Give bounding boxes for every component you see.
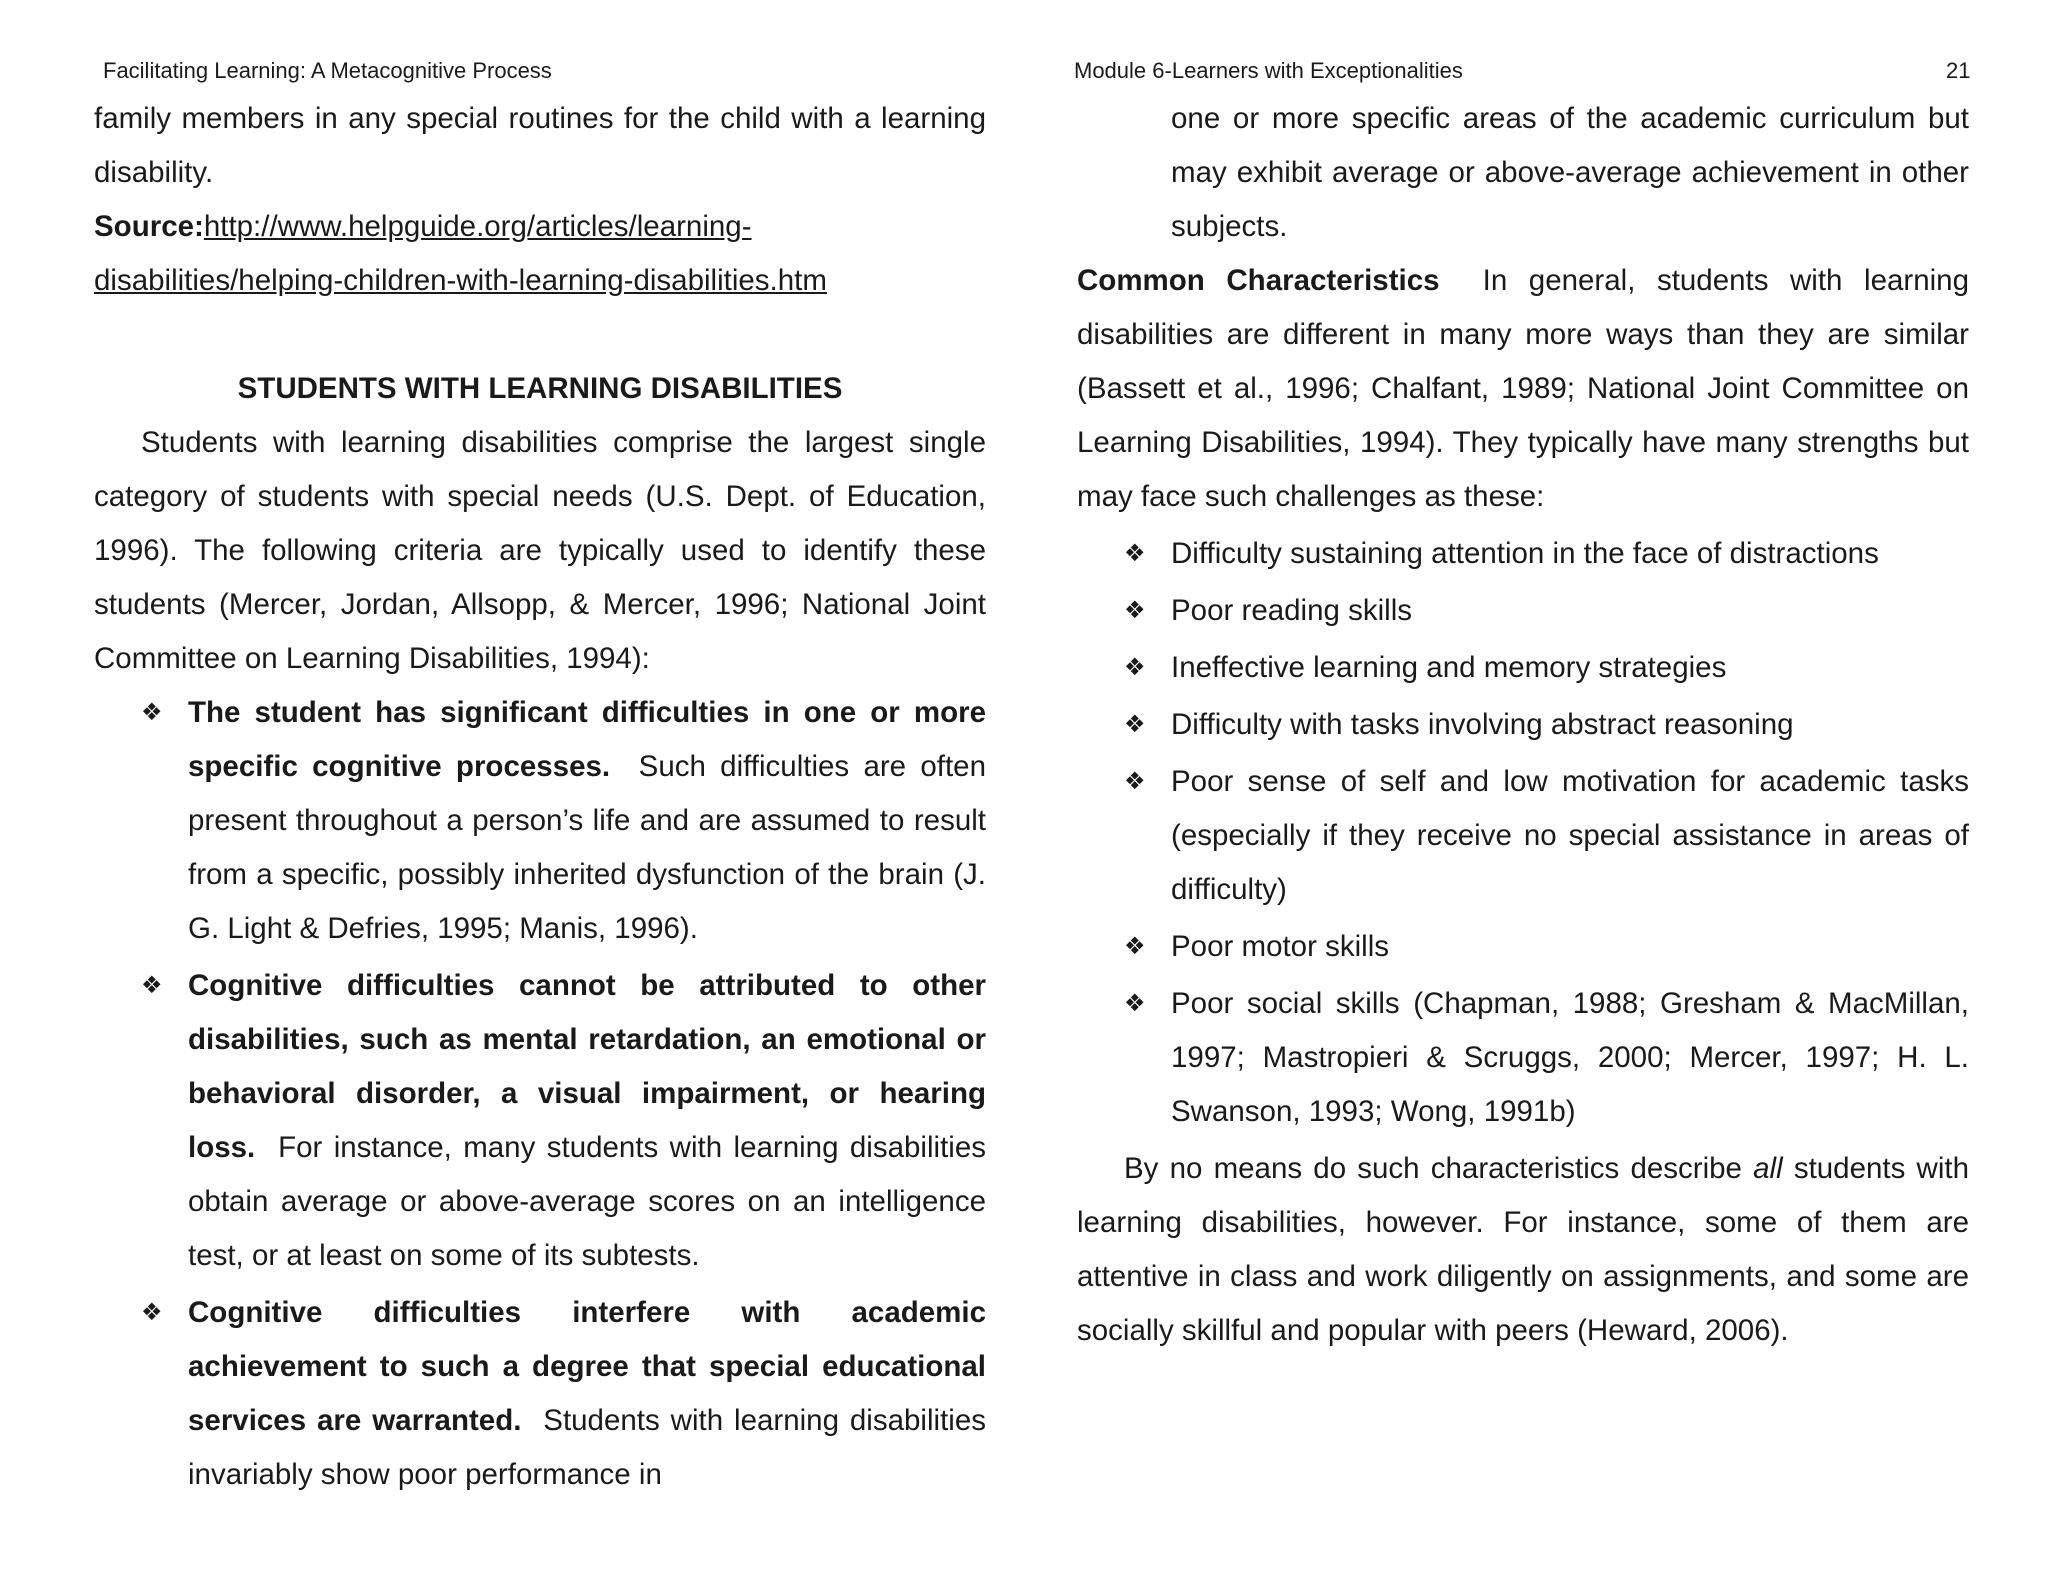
criterion-text: For instance, many students with learning disabilities obtain average or above-average scores on an intelligence test, or at least on some of its subtests. xyxy=(188,1131,986,1272)
criterion-text: Such difficulties are often present throughout a person’s life and are assumed to result from a specific, possibly inherited dysfunction of the brain (J. G. Light & Defries, 1995; Manis, 1996). xyxy=(188,750,986,945)
diamond-bullet-icon: ❖ xyxy=(141,699,163,726)
criterion-item xyxy=(94,959,986,1283)
common-characteristics-label: Common Characteristics xyxy=(1077,264,1440,297)
challenge-text: Difficulty sustaining attention in the face of distractions xyxy=(1171,537,1879,570)
challenge-item xyxy=(1077,698,1969,752)
criterion-text: Students with learning disabilities invariably show poor performance in xyxy=(188,1404,986,1491)
diamond-bullet-icon: ❖ xyxy=(141,972,163,999)
diamond-bullet-icon: ❖ xyxy=(141,1299,163,1326)
source-label: Source: xyxy=(94,210,204,243)
challenge-text: Ineffective learning and memory strategies xyxy=(1171,651,1727,684)
continued-paragraph: family members in any special routines for the child with a learning disability. xyxy=(94,102,986,189)
closing-paragraph xyxy=(1077,1142,1969,1358)
criterion-bold: The student has significant difficulties in one or more specific cognitive processes. xyxy=(188,696,986,783)
page-number: 21 xyxy=(1946,58,1971,83)
closing-text-post: students with learning disabilities, however. For instance, some of them are attentive in class and work diligently on assignments, and some are socially skillful and popular with peers (Heward, 2006). xyxy=(1077,1152,1969,1347)
left-running-head: Facilitating Learning: A Metacognitive Process xyxy=(103,58,552,83)
diamond-bullet-icon: ❖ xyxy=(1124,597,1146,624)
diamond-bullet-icon: ❖ xyxy=(1124,768,1146,795)
challenge-text: Poor sense of self and low motivation for academic tasks (especially if they receive no special assistance in areas of difficulty) xyxy=(1171,765,1969,906)
right-column xyxy=(1077,92,1969,1358)
right-page xyxy=(1024,0,2048,1582)
challenge-item xyxy=(1077,755,1969,917)
source-link[interactable]: http://www.helpguide.org/articles/learning-disabilities/helping-children-with-learning-disabilities.htm xyxy=(94,210,827,297)
diamond-bullet-icon: ❖ xyxy=(1124,540,1146,567)
diamond-bullet-icon: ❖ xyxy=(1124,711,1146,738)
challenge-text: Poor motor skills xyxy=(1171,930,1390,963)
closing-emphasis: all xyxy=(1753,1152,1783,1185)
criterion-item xyxy=(94,686,986,956)
challenge-item xyxy=(1077,527,1969,581)
diamond-bullet-icon: ❖ xyxy=(1124,933,1146,960)
source-line xyxy=(94,200,986,308)
diamond-bullet-icon: ❖ xyxy=(1124,654,1146,681)
challenge-text: Poor reading skills xyxy=(1171,594,1413,627)
closing-text-pre: By no means do such characteristics describe xyxy=(1124,1152,1742,1185)
right-running-head: Module 6-Learners with Exceptionalities xyxy=(1074,58,1463,83)
challenge-item xyxy=(1077,920,1969,974)
diamond-bullet-icon: ❖ xyxy=(1124,990,1146,1017)
challenge-item xyxy=(1077,977,1969,1139)
challenge-text: Difficulty with tasks involving abstract reasoning xyxy=(1171,708,1794,741)
section-heading: STUDENTS WITH LEARNING DISABILITIES xyxy=(237,372,843,405)
criterion-bold: Cognitive difficulties interfere with academic achievement to such a degree that special educational services are warranted. xyxy=(188,1296,986,1437)
criterion-continuation: one or more specific areas of the academic curriculum but may exhibit average or above-average achievement in other subjects. xyxy=(1171,102,1969,243)
challenge-text: Poor social skills (Chapman, 1988; Gresham & MacMillan, 1997; Mastropieri & Scruggs, 2000; Mercer, 1997; H. L. Swanson, 1993; Wong, 1991b) xyxy=(1171,987,1969,1128)
criterion-item xyxy=(94,1286,986,1502)
criterion-bold: Cognitive difficulties cannot be attributed to other disabilities, such as mental retardation, an emotional or behavioral disorder, a visual impairment, or hearing loss. xyxy=(188,969,986,1164)
challenges-list xyxy=(1077,527,1969,1139)
challenge-item xyxy=(1077,641,1969,695)
common-characteristics-text: In general, students with learning disabilities are different in many more ways than they are similar (Bassett et al., 1996; Chalfant, 1989; National Joint Committee on Learning Disabilities, 1994). They typically have many strengths but may face such challenges as these: xyxy=(1077,264,1969,513)
left-column xyxy=(94,92,986,1505)
intro-paragraph: Students with learning disabilities comprise the largest single category of students with special needs (U.S. Dept. of Education, 1996). The following criteria are typically used to identify these students (Mercer, Jordan, Allsopp, & Mercer, 1996; National Joint Committee on Learning Disabilities, 1994): xyxy=(94,426,986,675)
criteria-list xyxy=(94,686,986,1502)
challenge-item xyxy=(1077,584,1969,638)
common-characteristics-paragraph xyxy=(1077,254,1969,524)
